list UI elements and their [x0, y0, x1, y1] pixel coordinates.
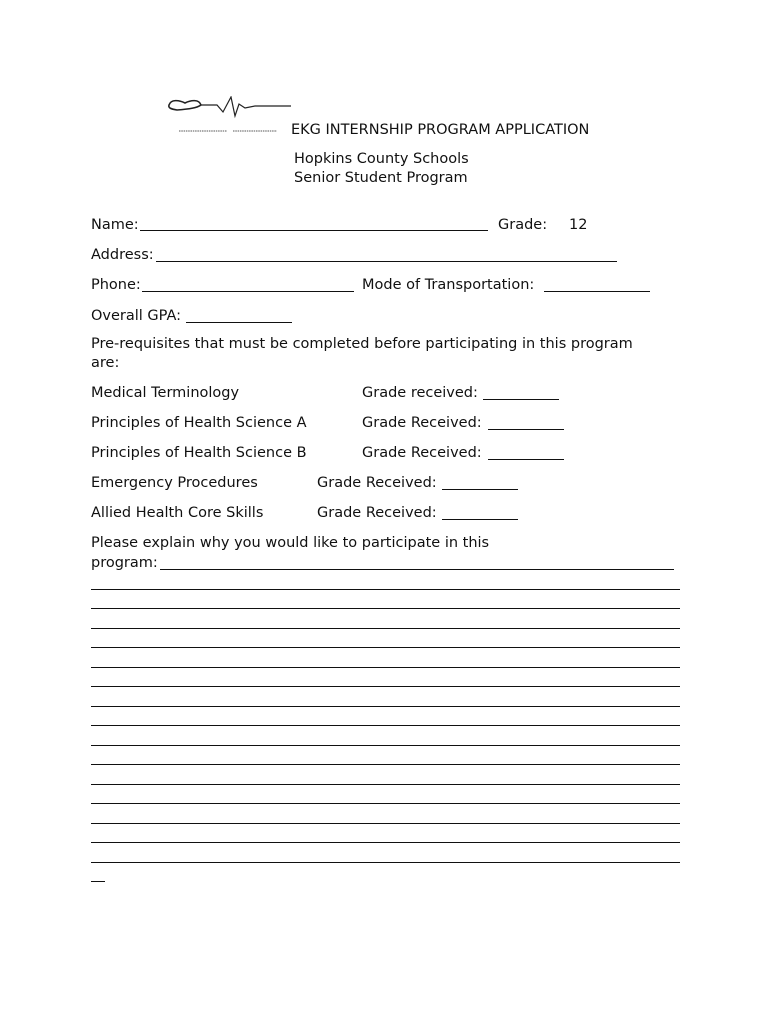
explanation-field[interactable] — [160, 569, 674, 570]
grade-received-label: Grade Received: — [362, 445, 482, 461]
answer-line[interactable] — [91, 842, 680, 843]
course-name: Principles of Health Science A — [91, 415, 307, 431]
organization-name: Hopkins County Schools — [294, 151, 469, 167]
answer-line-end[interactable] — [91, 881, 105, 882]
name-label: Name: — [91, 217, 139, 233]
grade-received-label: Grade Received: — [362, 415, 482, 431]
answer-line[interactable] — [91, 686, 680, 687]
explanation-prompt: Please explain why you would like to participate in this — [91, 535, 490, 551]
gpa-label: Overall GPA: — [91, 308, 182, 324]
explanation-prompt-continued: program: — [91, 555, 158, 571]
name-field[interactable] — [140, 230, 488, 231]
form-title: EKG INTERNSHIP PROGRAM APPLICATION — [291, 122, 590, 138]
grade-received-field[interactable] — [442, 519, 518, 520]
answer-line[interactable] — [91, 628, 680, 629]
answer-line[interactable] — [91, 764, 680, 765]
grade-received-field[interactable] — [483, 399, 559, 400]
answer-line[interactable] — [91, 784, 680, 785]
answer-line[interactable] — [91, 667, 680, 668]
address-label: Address: — [91, 247, 154, 263]
course-name: Allied Health Core Skills — [91, 505, 264, 521]
course-name: Medical Terminology — [91, 385, 240, 401]
grade-received-label: Grade Received: — [317, 475, 437, 491]
prerequisites-intro-continued: are: — [91, 355, 120, 371]
answer-line[interactable] — [91, 745, 680, 746]
transportation-field[interactable] — [544, 291, 650, 292]
answer-line[interactable] — [91, 589, 680, 590]
address-field[interactable] — [156, 261, 617, 262]
grade-received-field[interactable] — [442, 489, 518, 490]
course-name: Principles of Health Science B — [91, 445, 307, 461]
prerequisites-intro: Pre-requisites that must be completed before participating in this program — [91, 336, 633, 352]
answer-line[interactable] — [91, 706, 680, 707]
answer-line[interactable] — [91, 823, 680, 824]
answer-line[interactable] — [91, 803, 680, 804]
grade-received-label: Grade received: — [362, 385, 478, 401]
course-name: Emergency Procedures — [91, 475, 258, 491]
phone-field[interactable] — [142, 291, 354, 292]
answer-line[interactable] — [91, 725, 680, 726]
answer-line[interactable] — [91, 608, 680, 609]
grade-received-label: Grade Received: — [317, 505, 437, 521]
phone-label: Phone: — [91, 277, 141, 293]
answer-line[interactable] — [91, 862, 680, 863]
gpa-field[interactable] — [186, 322, 292, 323]
grade-label: Grade: — [498, 217, 548, 233]
grade-received-field[interactable] — [488, 459, 564, 460]
grade-received-field[interactable] — [488, 429, 564, 430]
answer-line[interactable] — [91, 647, 680, 648]
grade-value: 12 — [569, 217, 588, 233]
program-name: Senior Student Program — [294, 170, 468, 186]
transportation-label: Mode of Transportation: — [362, 277, 535, 293]
ekg-heart-logo — [165, 96, 291, 136]
